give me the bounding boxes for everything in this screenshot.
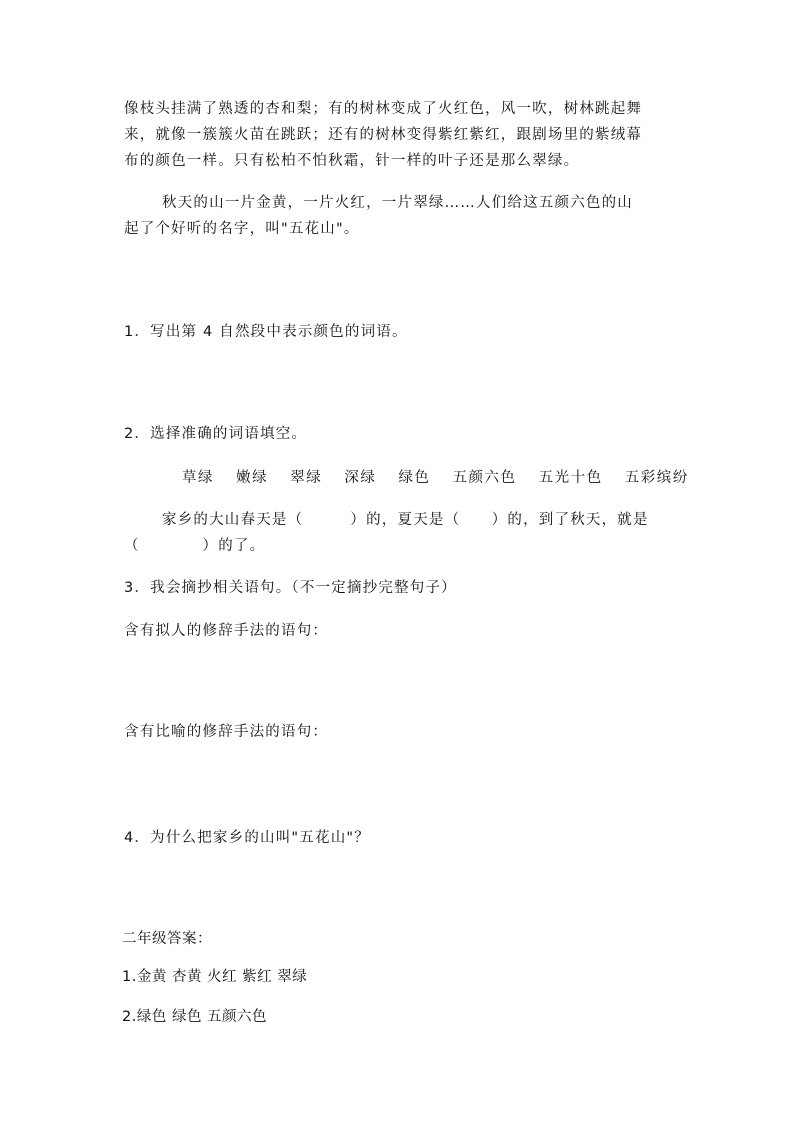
answers-heading: 二年级答案： <box>122 931 212 947</box>
word-option: 深绿 <box>344 470 377 486</box>
word-option: 五光十色 <box>538 470 603 486</box>
question-3-personification: 含有拟人的修辞手法的语句： <box>124 623 329 639</box>
passage-paragraph-4-line: 秋天的山一片金黄，一片火红，一片翠绿……人们给这五颜六色的山 <box>162 195 633 211</box>
word-bank <box>182 466 689 487</box>
question-3: 3．我会摘抄相关语句。（不一定摘抄完整句子） <box>124 580 457 596</box>
fill-blank-line: 家乡的大山春天是（ ）的，夏天是（ ）的，到了秋天，就是 <box>162 512 649 528</box>
word-option: 翠绿 <box>290 470 323 486</box>
passage-line: 像枝头挂满了熟透的杏和梨；有的树林变成了火红色，风一吹，树林跳起舞 <box>124 101 643 117</box>
word-option: 绿色 <box>398 470 431 486</box>
passage-line: 来，就像一簇簇火苗在跳跃；还有的树林变得紫红紫红，跟剧场里的紫绒幕 <box>124 127 643 143</box>
word-option: 嫩绿 <box>236 470 269 486</box>
question-1: 1．写出第 4 自然段中表示颜色的词语。 <box>124 324 408 340</box>
word-option: 五彩缤纷 <box>624 470 689 486</box>
answer-2: 2.绿色 绿色 五颜六色 <box>122 1009 268 1025</box>
answer-1: 1.金黄 杏黄 火红 紫红 翠绿 <box>122 969 308 985</box>
question-4: 4．为什么把家乡的山叫"五花山"？ <box>124 830 370 846</box>
word-option: 五颜六色 <box>452 470 517 486</box>
fill-blank-line: （ ）的了。 <box>124 538 266 554</box>
question-2: 2．选择准确的词语填空。 <box>124 426 308 442</box>
word-option: 草绿 <box>182 470 214 486</box>
passage-paragraph-4-line: 起了个好听的名字，叫"五花山"。 <box>124 221 360 237</box>
passage-line: 布的颜色一样。只有松柏不怕秋霜，针一样的叶子还是那么翠绿。 <box>124 153 580 169</box>
question-3-metaphor: 含有比喻的修辞手法的语句： <box>124 724 329 740</box>
